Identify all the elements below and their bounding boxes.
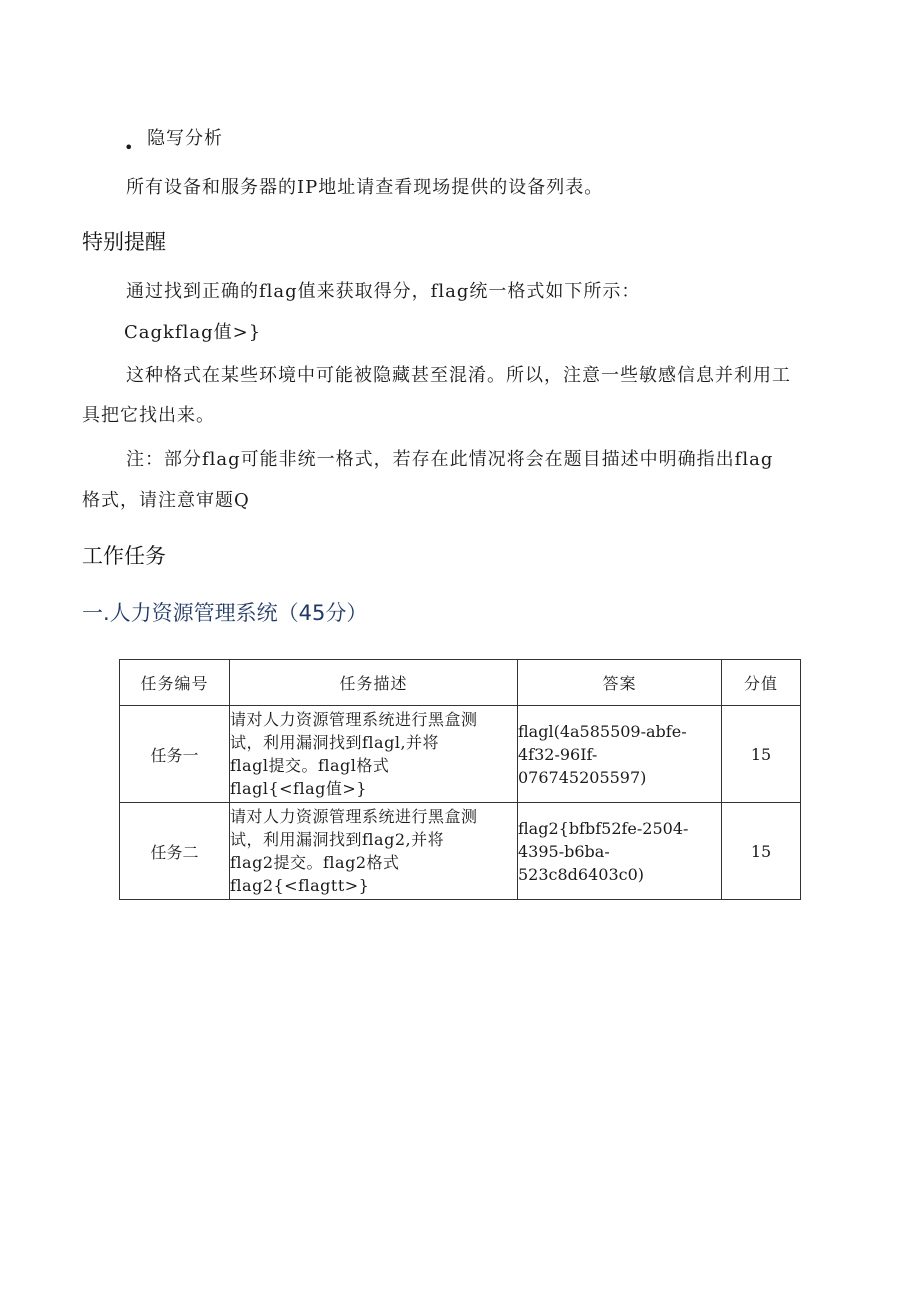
header-task-id: 任务编号 [120,660,230,706]
header-answer: 答案 [518,660,722,706]
flag-format-example: Cagkflag值>} [124,322,262,343]
obfuscation-note-line2: 具把它找出来。 [82,405,215,426]
score-cell: 15 [722,803,801,900]
score-cell: 15 [722,706,801,803]
answer-cell [518,706,722,803]
table-row [120,706,801,803]
task-desc-cell [230,706,518,803]
desc-line: 试，利用漏洞找到flag2,并将 [230,830,445,849]
answer-line: flagl(4a585509-abfe- [518,721,687,741]
special-reminder-heading: 特别提醒 [82,230,166,254]
table-header-row [120,660,801,706]
task-desc-cell [230,803,518,900]
task-id-cell: 任务二 [120,803,230,900]
ip-note: 所有设备和服务器的IP地址请查看现场提供的设备列表。 [126,177,604,198]
header-task-desc: 任务描述 [230,660,518,706]
header-score: 分值 [722,660,801,706]
obfuscation-note-line1: 这种格式在某些环境中可能被隐藏甚至混淆。所以，注意一些敏感信息并利用工 [126,365,791,386]
task-table [119,659,801,900]
answer-line: 4395-b6ba- [518,841,610,861]
desc-line: flagl{<flag值>} [230,779,367,798]
desc-line: 试，利用漏洞找到flagl,并将 [230,733,440,752]
desc-line: 请对人力资源管理系统进行黑盒测 [230,710,478,729]
answer-line: flag2{bfbf52fe-2504- [518,818,689,838]
answer-line: 523c8d6403c0) [518,864,645,884]
section-title: 一.人力资源管理系统（45分） [82,601,368,625]
bullet-marker: • [124,138,134,157]
answer-cell [518,803,722,900]
task-id-cell: 任务一 [120,706,230,803]
desc-line: 请对人力资源管理系统进行黑盒测 [230,807,478,826]
bullet-item-steganography: 隐写分析 [147,128,223,149]
desc-line: flag2{<flagtt>} [230,876,370,895]
desc-line: flagl提交。flagl格式 [230,756,390,775]
answer-line: 076745205597) [518,767,647,787]
flag-format-intro: 通过找到正确的flag值来获取得分，flag统一格式如下所示： [126,281,641,302]
nonstandard-flag-note-line2: 格式，请注意审题Q [82,490,250,511]
table-row [120,803,801,900]
answer-line: 4f32-96If- [518,744,598,764]
work-tasks-heading: 工作任务 [82,544,166,568]
nonstandard-flag-note-line1: 注：部分flag可能非统一格式，若存在此情况将会在题目描述中明确指出flag [126,449,774,470]
desc-line: flag2提交。flag2格式 [230,853,400,872]
